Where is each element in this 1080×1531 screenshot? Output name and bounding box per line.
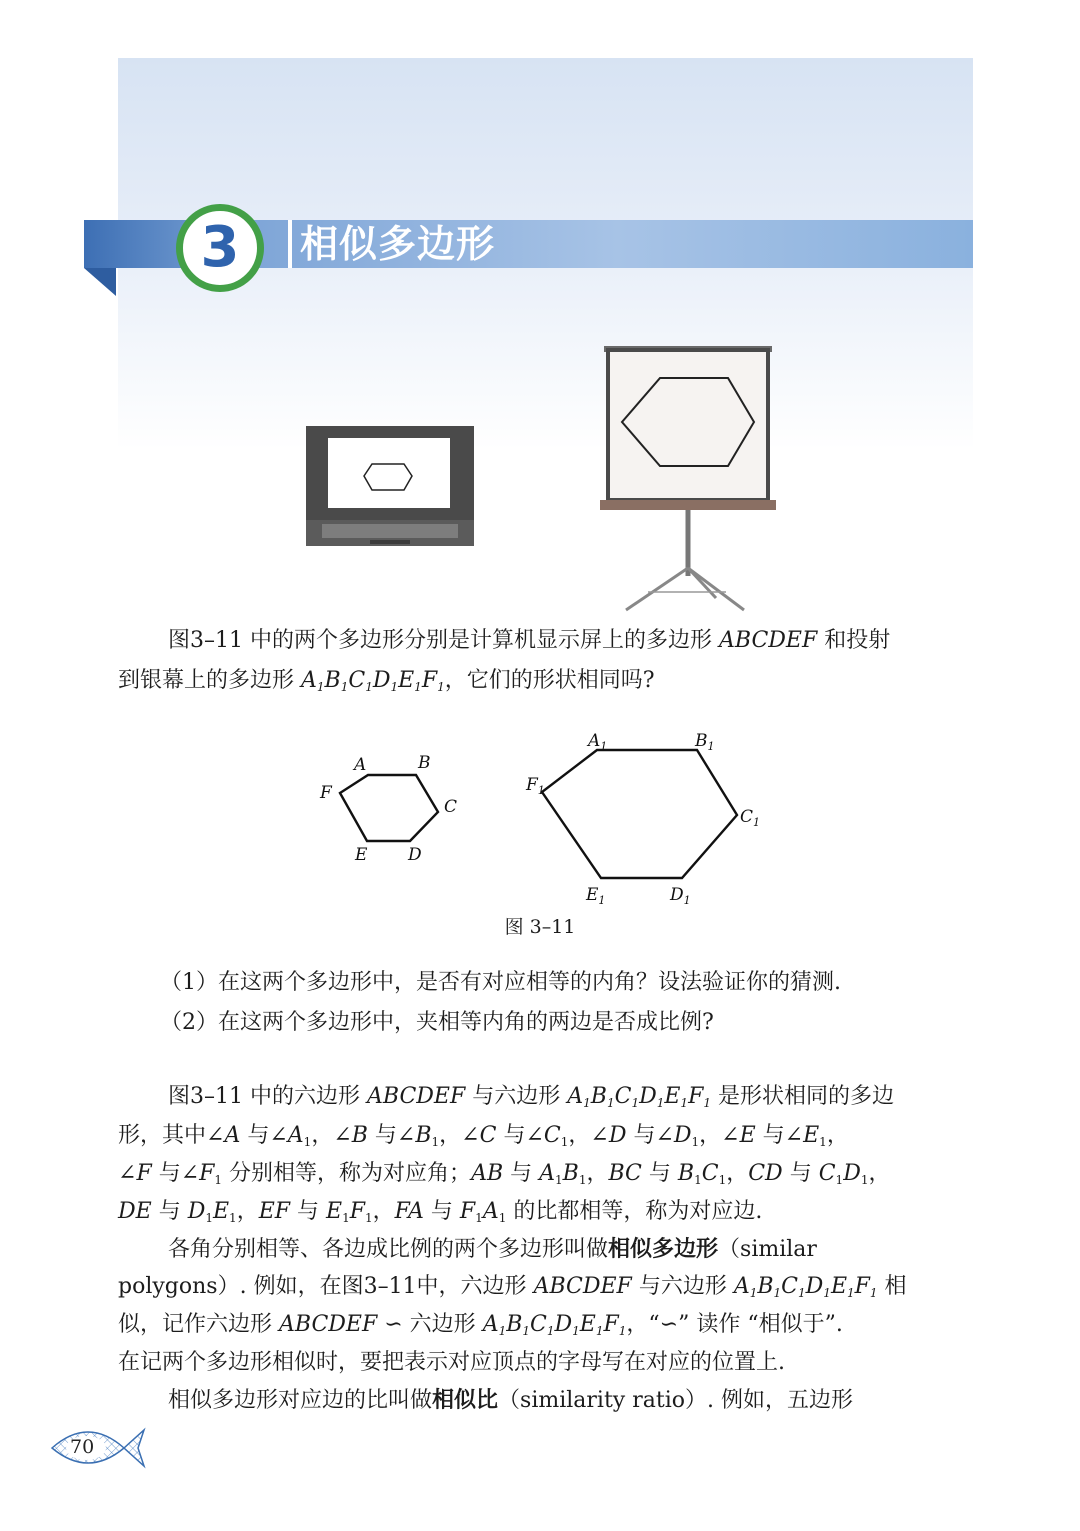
text: 到银幕上的多边形 (118, 668, 301, 693)
text: polygons）. 例如，在图3–11中，六边形 (118, 1274, 534, 1299)
text: ∽ 六边形 (377, 1312, 483, 1337)
paragraph-4-line-1 (168, 1381, 853, 1420)
vertex-label-e1: $E_1$ (586, 885, 606, 907)
text: 图3–11 中的六边形 (168, 1084, 367, 1109)
text: 各角分别相等、各边成比例的两个多边形叫做 (168, 1237, 609, 1262)
vertex-label-c1: $C_1$ (740, 807, 761, 829)
text: 和投射 (817, 628, 891, 653)
text: 分别相等，称为对应角； (229, 1161, 472, 1186)
paragraph-2-line-1 (168, 1078, 894, 1116)
large-hexagon (542, 750, 737, 878)
paragraph-3-line-2 (118, 1268, 907, 1306)
section-number: 3 (200, 215, 240, 280)
polygon-name-subscripted: $A_1B_1C_1D_1E_1F_1$ (567, 1084, 711, 1110)
text: （similarity ratio）. 例如，五边形 (498, 1388, 853, 1413)
text: 形，其中 (118, 1123, 207, 1148)
text: 与六边形 (465, 1084, 568, 1109)
term-similar-polygons: 相似多边形 (608, 1236, 719, 1262)
vertex-label-a: A (354, 755, 367, 775)
projector-screen-illustration (598, 340, 780, 615)
text: （similar (718, 1237, 817, 1262)
small-hexagon (340, 775, 438, 841)
page-number: 70 (70, 1436, 95, 1458)
vertex-label-f1: $F_1$ (526, 775, 545, 797)
text: 相似多边形对应边的比叫做 (168, 1388, 433, 1413)
polygon-name: ABCDEF (279, 1312, 378, 1337)
paragraph-1-line-1 (168, 622, 890, 660)
vertex-label-a1: $A_1$ (588, 731, 608, 753)
laptop-illustration (300, 420, 480, 554)
figure-3-11 (300, 720, 780, 910)
fish-logo-icon (48, 1414, 148, 1480)
text: ，“∽” 读作 “相似于”. (626, 1312, 843, 1337)
side-pairs-2: DE 与 $D_1E_1$，EF 与 $E_1F_1$，FA 与 $F_1A_1$ (118, 1199, 507, 1225)
text: 是形状相同的多边 (710, 1084, 894, 1109)
angle-pairs: ∠A 与$\angle A_1$，∠B 与$\angle B_1$，∠C 与$\angle C_1$，∠D 与$\angle D_1$，∠E 与$\angle E_1$， (206, 1123, 849, 1149)
polygon-name: ABCDEF (718, 628, 818, 653)
section-number-badge (176, 204, 264, 292)
question-2: （2）在这两个多边形中，夹相等内角的两边是否成比例? (160, 1010, 714, 1035)
section-title: 相似多边形 (300, 222, 496, 266)
paragraph-2-line-4 (118, 1193, 762, 1231)
vertex-label-e: E (355, 845, 368, 865)
text: 的比都相等，称为对应边. (513, 1199, 763, 1224)
polygon-name: ABCDEF (366, 1084, 466, 1109)
text: ，它们的形状相同吗? (444, 668, 655, 693)
paragraph-3-line-4: 在记两个多边形相似时，要把表示对应顶点的字母写在对应的位置上. (118, 1350, 785, 1375)
vertex-label-d: D (408, 845, 422, 865)
text: 相 (877, 1274, 907, 1299)
vertex-label-b: B (418, 753, 431, 773)
vertex-label-c: C (444, 797, 458, 817)
text: 似，记作六边形 (118, 1312, 279, 1337)
vertex-label-f: F (320, 783, 332, 803)
paragraph-3-line-1 (168, 1230, 817, 1269)
figure-caption: 图 3–11 (504, 916, 576, 938)
angle-pair-f: ∠F 与$\angle F_1$ (118, 1161, 223, 1187)
polygon-name-subscripted: $A_1B_1C_1D_1E_1F_1$ (733, 1274, 878, 1300)
text: 图3–11 中的两个多边形分别是计算机显示屏上的多边形 (168, 628, 719, 653)
title-separator (288, 220, 292, 268)
question-1: （1）在这两个多边形中，是否有对应相等的内角？设法验证你的猜测. (160, 970, 841, 995)
side-pairs: AB 与 $A_1B_1$，BC 与 $B_1C_1$，CD 与 $C_1D_1$， (471, 1161, 891, 1187)
term-similarity-ratio: 相似比 (432, 1387, 499, 1413)
polygon-name-subscripted: $A_1B_1C_1D_1E_1F_1$ (482, 1312, 627, 1338)
vertex-label-b1: $B_1$ (695, 731, 715, 753)
title-bar-fold (84, 268, 116, 296)
paragraph-1-line-2 (118, 662, 655, 700)
polygon-name: ABCDEF (533, 1274, 632, 1299)
paragraph-2-line-2 (118, 1117, 849, 1155)
polygon-name-subscripted: $A_1B_1C_1D_1E_1F_1$ (301, 668, 445, 694)
paragraph-3-line-3 (118, 1306, 843, 1344)
paragraph-2-line-3 (118, 1155, 890, 1193)
text: 与六边形 (631, 1274, 734, 1299)
vertex-label-d1: $D_1$ (670, 885, 691, 907)
